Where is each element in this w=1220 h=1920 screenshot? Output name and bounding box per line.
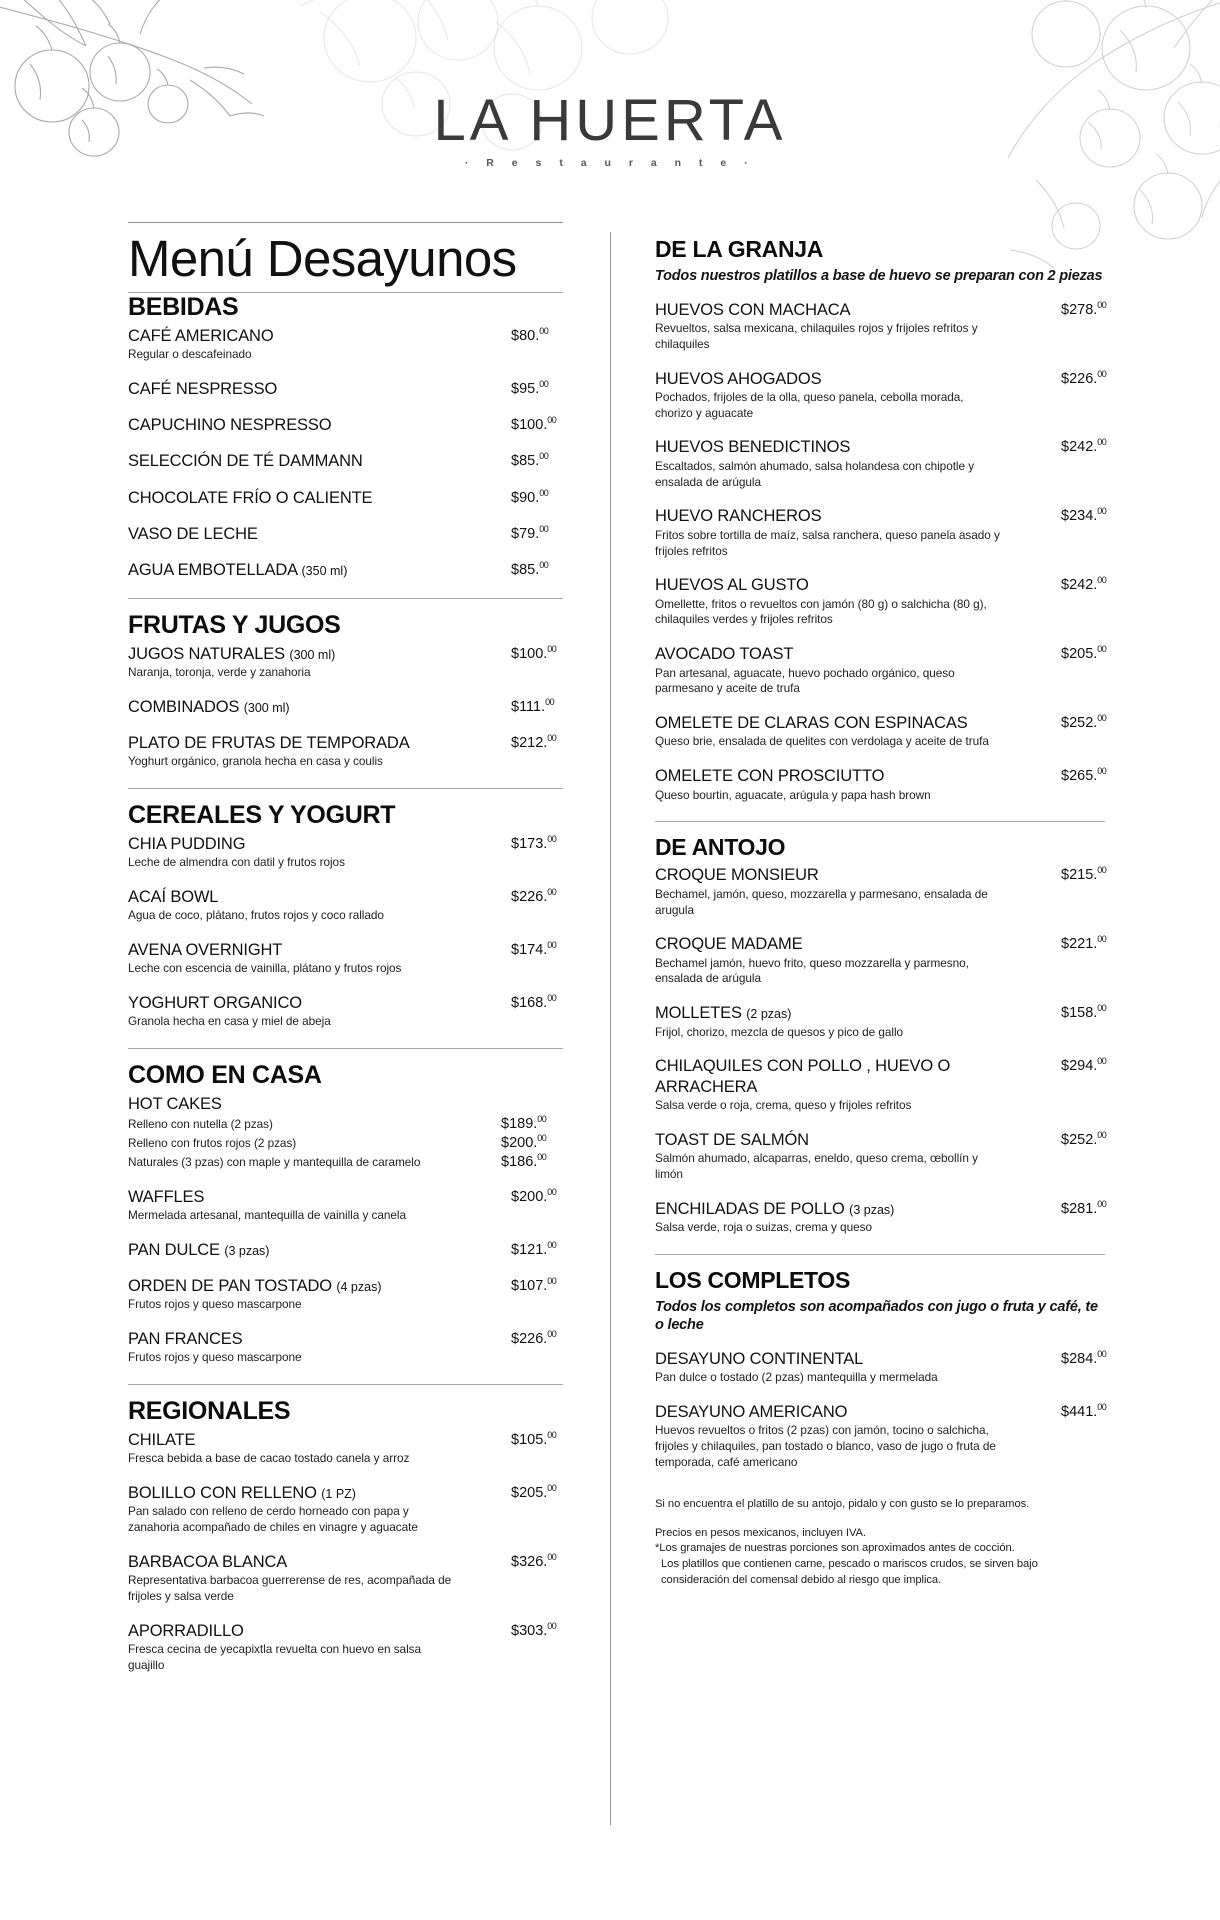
menu-item-row [128, 697, 563, 717]
menu-item-name: DESAYUNO CONTINENTAL [655, 1349, 864, 1368]
menu-item-row [655, 1130, 1105, 1150]
menu-item[interactable] [655, 1199, 1105, 1236]
menu-item-variant[interactable] [128, 1133, 563, 1152]
brand-header [0, 88, 1220, 169]
menu-item-description: Bechamel, jamón, queso, mozzarella y parmesano, ensalada de arugula [655, 886, 988, 917]
menu-item-row [128, 940, 563, 960]
menu-item[interactable] [128, 524, 563, 544]
menu-item-name: ORDEN DE PAN TOSTADO (4 pzas) [128, 1276, 382, 1295]
menu-item-name: BARBACOA BLANCA [128, 1552, 288, 1571]
menu-item-row [655, 1199, 1105, 1219]
menu-item-row [128, 993, 563, 1013]
menu-item-name: CROQUE MONSIEUR [655, 866, 819, 885]
menu-item-price: $174.00 [511, 940, 557, 959]
menu-item[interactable] [655, 1402, 1105, 1471]
menu-item-name: HOT CAKES [128, 1095, 222, 1114]
menu-item-price: $90.00 [511, 487, 549, 506]
menu-item-row [128, 488, 563, 508]
menu-item-name: AGUA EMBOTELLADA (350 ml) [128, 560, 348, 579]
menu-item-description: Pan artesanal, aguacate, huevo pochado orgánico, queso parmesano y aceite de trufa [655, 665, 955, 696]
menu-item-name: CAPUCHINO NESPRESSO [128, 416, 332, 435]
footer-line-1: Si no encuentra el platillo de su antojo, pidalo y con gusto se lo preparamos. [655, 1497, 1030, 1510]
menu-item-price: $205.00 [1061, 644, 1107, 663]
menu-item-row [128, 1329, 563, 1349]
menu-item-name: CAFÉ AMERICANO [128, 327, 274, 346]
menu-item[interactable] [128, 1187, 563, 1224]
section-rule [128, 788, 563, 789]
menu-item-name: CROQUE MADAME [655, 935, 803, 954]
menu-item[interactable] [128, 1329, 563, 1366]
menu-item-price: $265.00 [1061, 766, 1107, 785]
menu-item-price: $80.00 [511, 326, 549, 344]
menu-item-variant-description: Relleno con frutos rojos (2 pzas) [128, 1135, 297, 1150]
menu-item-variant-description: Relleno con nutella (2 pzas) [128, 1117, 273, 1132]
menu-item-variant-price: $200.00 [501, 1133, 547, 1151]
menu-item-price: $100.00 [511, 415, 557, 434]
section-heading: DE LA GRANJA [655, 236, 824, 262]
menu-item[interactable] [655, 1130, 1105, 1183]
menu-item-row [128, 451, 563, 471]
menu-item-row [128, 560, 563, 580]
footer-line-3: *Los gramajes de nuestras porciones son aproximados antes de cocción. [655, 1542, 1015, 1555]
menu-item-row [655, 575, 1105, 595]
menu-item-name: WAFFLES [128, 1187, 205, 1206]
section-rule [128, 1384, 563, 1385]
menu-item-name: CHIA PUDDING [128, 835, 246, 854]
menu-item-description: Pan dulce o tostado (2 pzas) mantequilla y mermelada [655, 1369, 938, 1384]
menu-item-name: OMELETE DE CLARAS CON ESPINACAS [655, 714, 968, 733]
menu-item-row [128, 379, 563, 399]
menu-item-row [655, 713, 1105, 733]
menu-item-row [128, 1276, 563, 1296]
menu-item-price: $226.00 [511, 887, 557, 905]
menu-item-price: $284.00 [1061, 1348, 1107, 1367]
menu-item-name: APORRADILLO [128, 1621, 244, 1640]
menu-item[interactable] [655, 766, 1105, 803]
menu-item[interactable] [655, 1056, 1105, 1113]
menu-item-description: Regular o descafeinado [128, 347, 252, 362]
menu-section [128, 598, 563, 770]
menu-item[interactable] [128, 1621, 563, 1674]
menu-item[interactable] [128, 940, 563, 977]
menu-item-variant-price: $189.00 [501, 1114, 547, 1133]
menu-item-price: $173.00 [511, 834, 557, 852]
menu-item-row [655, 1003, 1105, 1023]
menu-item-description: Huevos revueltos o fritos (2 pzas) con jamón, tocino o salchicha, frijoles y chilaquiles, pan tostado o blanco, vaso de jugo o fruta de temporada, café americano [655, 1422, 996, 1469]
menu-item[interactable] [655, 575, 1105, 628]
menu-item-description: Pan salado con relleno de cerdo horneado con papa y zanahoria acompañado de chiles en vinagre y aguacate [128, 1504, 418, 1535]
menu-item-name: YOGHURT ORGANICO [128, 994, 302, 1013]
menu-item-name: HUEVOS AL GUSTO [655, 576, 809, 595]
footer-line-5: consideración del comensal debido al riesgo que implica. [661, 1574, 942, 1587]
section-rule [655, 821, 1105, 822]
menu-item-price: $200.00 [511, 1186, 557, 1205]
menu-item-description: Leche de almendra con datil y frutos rojos [128, 855, 345, 870]
section-rule [655, 1254, 1105, 1255]
menu-section [128, 788, 563, 1030]
menu-item-name: TOAST DE SALMÓN [655, 1130, 809, 1149]
menu-item-price: $105.00 [511, 1429, 557, 1448]
menu-item[interactable] [128, 1094, 563, 1170]
menu-item-variant[interactable] [128, 1152, 563, 1171]
menu-item-name: OMELETE CON PROSCIUTTO [655, 767, 885, 786]
menu-item-price: $252.00 [1061, 713, 1107, 732]
section-note: Todos los completos son acompañados con jugo o fruta y café, te o leche [655, 1298, 1098, 1334]
menu-item-price: $100.00 [511, 643, 557, 662]
menu-item-price: $234.00 [1061, 506, 1107, 525]
menu-item-price: $221.00 [1061, 934, 1107, 953]
menu-item-price: $95.00 [511, 379, 549, 397]
menu-item-price: $326.00 [511, 1551, 557, 1570]
section-heading: CEREALES Y YOGURT [128, 801, 396, 830]
section-heading: LOS COMPLETOS [655, 1266, 851, 1293]
menu-item-name: HUEVOS AHOGADOS [655, 369, 822, 388]
menu-item-row [128, 733, 563, 753]
menu-item-description: Revueltos, salsa mexicana, chilaquiles rojos y frijoles refritos y chilaquiles [655, 320, 978, 351]
section-rule [128, 1048, 563, 1049]
menu-item-price: $226.00 [1061, 368, 1107, 387]
menu-item[interactable] [128, 1552, 563, 1605]
menu-item-price: $107.00 [511, 1275, 557, 1294]
footer-line-2: Precios en pesos mexicanos, incluyen IVA. [655, 1526, 867, 1539]
menu-item-row [655, 1349, 1105, 1369]
section-heading: BEBIDAS [128, 293, 239, 322]
menu-item-row [128, 1430, 563, 1450]
menu-item-price: $441.00 [1061, 1401, 1107, 1420]
menu-item-price: $168.00 [511, 993, 557, 1012]
section-rule [128, 598, 563, 599]
menu-item-description: Frutos rojos y queso mascarpone [128, 1296, 302, 1311]
menu-item[interactable] [655, 644, 1105, 697]
left-sections-container [128, 293, 563, 1674]
menu-item-name: HUEVOS CON MACHACA [655, 300, 851, 319]
page-title: Menú Desayunos [128, 230, 517, 287]
menu-item-description: Leche con escencia de vainilla, plátano y frutos rojos [128, 961, 402, 976]
menu-item-name: PAN FRANCES [128, 1329, 243, 1348]
restaurant-logo-tagline: · R e s t a u r a n t e · [464, 157, 756, 169]
menu-item-price: $242.00 [1061, 437, 1107, 456]
menu-item[interactable] [128, 326, 563, 363]
menu-item-row [655, 934, 1105, 954]
menu-item-description: Queso brie, ensalada de quelites con verdolaga y aceite de trufa [655, 734, 989, 749]
menu-item-row [128, 1621, 563, 1641]
menu-item-price: $121.00 [511, 1239, 557, 1258]
menu-section [128, 293, 563, 580]
menu-item[interactable] [128, 644, 563, 681]
footer-line-4: Los platillos que contienen carne, pescado o mariscos crudos, se sirven bajo [661, 1558, 1038, 1571]
menu-item[interactable] [655, 713, 1105, 750]
menu-item-row [655, 300, 1105, 320]
menu-item-price: $79.00 [511, 523, 549, 542]
menu-item[interactable] [128, 993, 563, 1030]
right-column [655, 236, 1105, 1589]
menu-item-description: Yoghurt orgánico, granola hecha en casa y coulis [128, 754, 383, 769]
menu-item-description: Representativa barbacoa guerrerense de res, acompañada de frijoles y salsa verde [128, 1573, 452, 1603]
menu-item-row [655, 865, 1105, 885]
menu-item[interactable] [128, 1430, 563, 1467]
menu-item-row [128, 1094, 563, 1114]
menu-item[interactable] [128, 834, 563, 871]
menu-item-name: CAFÉ NESPRESSO [128, 380, 278, 399]
menu-item[interactable] [128, 560, 563, 580]
menu-section [128, 1048, 563, 1366]
menu-item[interactable] [128, 1483, 563, 1536]
menu-item-row [655, 644, 1105, 664]
menu-item-name: AVENA OVERNIGHT [128, 941, 283, 960]
menu-section [655, 1254, 1105, 1471]
menu-item-name: ACAÍ BOWL [128, 888, 219, 907]
menu-item-name: AVOCADO TOAST [655, 645, 794, 664]
menu-item[interactable] [655, 1003, 1105, 1040]
menu-item-variant-price: $186.00 [501, 1151, 547, 1170]
menu-item-description: Salsa verde o roja, crema, queso y frijoles refritos [655, 1097, 912, 1112]
restaurant-logo-wordmark: LA HUERTA [433, 88, 787, 153]
menu-item-name: PAN DULCE (3 pzas) [128, 1240, 270, 1259]
menu-item-description: Omellette, fritos o revueltos con jamón (80 g) o salchicha (80 g), chilaquiles verdes y frijoles refritos [655, 596, 987, 627]
menu-item[interactable] [655, 369, 1105, 422]
menu-item-variant[interactable] [128, 1114, 563, 1133]
menu-item[interactable] [128, 733, 563, 770]
menu-item-name: PLATO DE FRUTAS DE TEMPORADA [128, 734, 410, 753]
menu-item-name: JUGOS NATURALES (300 ml) [128, 644, 336, 663]
menu-section [655, 236, 1105, 803]
right-sections-container [655, 236, 1105, 1471]
menu-item-row [128, 1187, 563, 1207]
menu-item-description: Fresca cecina de yecapixtla revuelta con huevo en salsa guajillo [128, 1642, 421, 1672]
menu-item-name: CHILAQUILES CON POLLO , HUEVO O ARRACHERA [655, 1057, 951, 1096]
menu-item-name: CHILATE [128, 1430, 196, 1449]
menu-section [655, 821, 1105, 1235]
column-divider [610, 232, 611, 1825]
menu-item-row [128, 415, 563, 435]
menu-item-description: Frijol, chorizo, mezcla de quesos y pico de gallo [655, 1024, 904, 1039]
menu-item[interactable] [128, 1240, 563, 1260]
menu-item-price: $158.00 [1061, 1003, 1107, 1022]
section-heading: COMO EN CASA [128, 1061, 322, 1090]
menu-item[interactable] [655, 506, 1105, 559]
menu-item-row [655, 1402, 1105, 1422]
menu-item-price: $294.00 [1061, 1056, 1107, 1075]
menu-item-row [128, 524, 563, 544]
menu-item-description: Queso bourtin, aguacate, arúgula y papa hash brown [655, 787, 931, 802]
menu-item-variant-description: Naturales (3 pzas) con maple y mantequilla de caramelo [128, 1154, 421, 1169]
menu-item-name: CHOCOLATE FRÍO O CALIENTE [128, 488, 373, 507]
menu-item[interactable] [128, 887, 563, 924]
section-heading: REGIONALES [128, 1396, 291, 1425]
menu-item-row [128, 887, 563, 907]
menu-item-price: $212.00 [511, 733, 557, 751]
menu-item-price: $205.00 [511, 1482, 557, 1501]
menu-item[interactable] [128, 1276, 563, 1313]
menu-item-price: $278.00 [1061, 299, 1107, 318]
menu-item-name: BOLILLO CON RELLENO (1 PZ) [128, 1483, 356, 1502]
menu-item-description: Salmón ahumado, alcaparras, eneldo, queso crema, œbollín y limón [655, 1150, 979, 1181]
menu-item-row [655, 369, 1105, 389]
menu-item[interactable] [128, 415, 563, 435]
menu-item-name: VASO DE LECHE [128, 524, 258, 543]
menu-item-description: Granola hecha en casa y miel de abeja [128, 1014, 331, 1029]
menu-item[interactable] [128, 488, 563, 508]
footer-disclaimer [655, 1497, 1105, 1590]
menu-item-row [655, 1056, 1105, 1096]
menu-item-price: $215.00 [1061, 865, 1107, 884]
menu-item-price: $85.00 [511, 559, 549, 578]
menu-item-name: MOLLETES (2 pzas) [655, 1004, 792, 1023]
menu-item-name: HUEVOS BENEDICTINOS [655, 438, 851, 457]
menu-section [128, 1384, 563, 1674]
menu-item[interactable] [128, 379, 563, 399]
menu-item-name: DESAYUNO AMERICANO [655, 1402, 848, 1421]
menu-item-row [128, 326, 563, 346]
menu-item[interactable] [128, 451, 563, 471]
menu-item-description: Pochados, frijoles de la olla, queso panela, cebolla morada, chorizo y aguacate [655, 389, 964, 420]
menu-item[interactable] [655, 300, 1105, 353]
menu-item-row [128, 644, 563, 664]
menu-item-row [655, 506, 1105, 526]
menu-item-description: Salsa verde, roja o suizas, crema y queso [655, 1219, 872, 1234]
menu-item-price: $111.00 [511, 696, 555, 715]
menu-item-description: Frutos rojos y queso mascarpone [128, 1350, 302, 1364]
menu-item-price: $252.00 [1061, 1129, 1107, 1148]
menu-item-description: Fresca bebida a base de cacao tostado canela y arroz [128, 1451, 410, 1466]
section-heading: FRUTAS Y JUGOS [128, 610, 341, 639]
menu-item-price: $303.00 [511, 1620, 557, 1639]
menu-item-name: SELECCIÓN DE TÉ DAMMANN [128, 452, 363, 471]
menu-item-row [655, 437, 1105, 457]
menu-item-row [128, 1552, 563, 1572]
section-note: Todos nuestros platillos a base de huevo se preparan con 2 piezas [655, 268, 1103, 284]
menu-item[interactable] [655, 1349, 1105, 1386]
menu-sheet [0, 222, 1220, 1842]
menu-item[interactable] [655, 934, 1105, 987]
menu-item-description: Bechamel jamón, huevo frito, queso mozzarella y parmesno, ensalada de arúgula [655, 955, 969, 986]
menu-item-row [128, 1483, 563, 1503]
menu-item-name: ENCHILADAS DE POLLO (3 pzas) [655, 1199, 895, 1218]
menu-item-price: $226.00 [511, 1328, 557, 1347]
menu-item[interactable] [655, 865, 1105, 918]
menu-item-price: $85.00 [511, 451, 549, 470]
menu-item[interactable] [128, 697, 563, 717]
menu-item-price: $242.00 [1061, 575, 1107, 594]
menu-item-row [655, 766, 1105, 786]
menu-item-description: Escaltados, salmón ahumado, salsa holandesa con chipotle y ensalada de arúgula [655, 458, 975, 489]
menu-item-row [128, 1240, 563, 1260]
menu-item-description: Mermelada artesanal, mantequilla de vainilla y canela [128, 1207, 407, 1222]
menu-item-description: Agua de coco, plátano, frutos rojos y coco rallado [128, 908, 384, 923]
section-heading: DE ANTOJO [655, 834, 786, 861]
menu-item-price: $281.00 [1061, 1198, 1107, 1217]
menu-item[interactable] [655, 437, 1105, 490]
menu-item-description: Fritos sobre tortilla de maíz, salsa ranchera, queso panela asado y frijoles refritos [655, 527, 1000, 558]
menu-item-description: Naranja, toronja, verde y zanahoria [128, 665, 311, 679]
left-column [128, 222, 563, 1692]
menu-item-name: HUEVO RANCHEROS [655, 507, 822, 526]
menu-item-row [128, 834, 563, 854]
menu-item-name: COMBINADOS (300 ml) [128, 697, 290, 716]
